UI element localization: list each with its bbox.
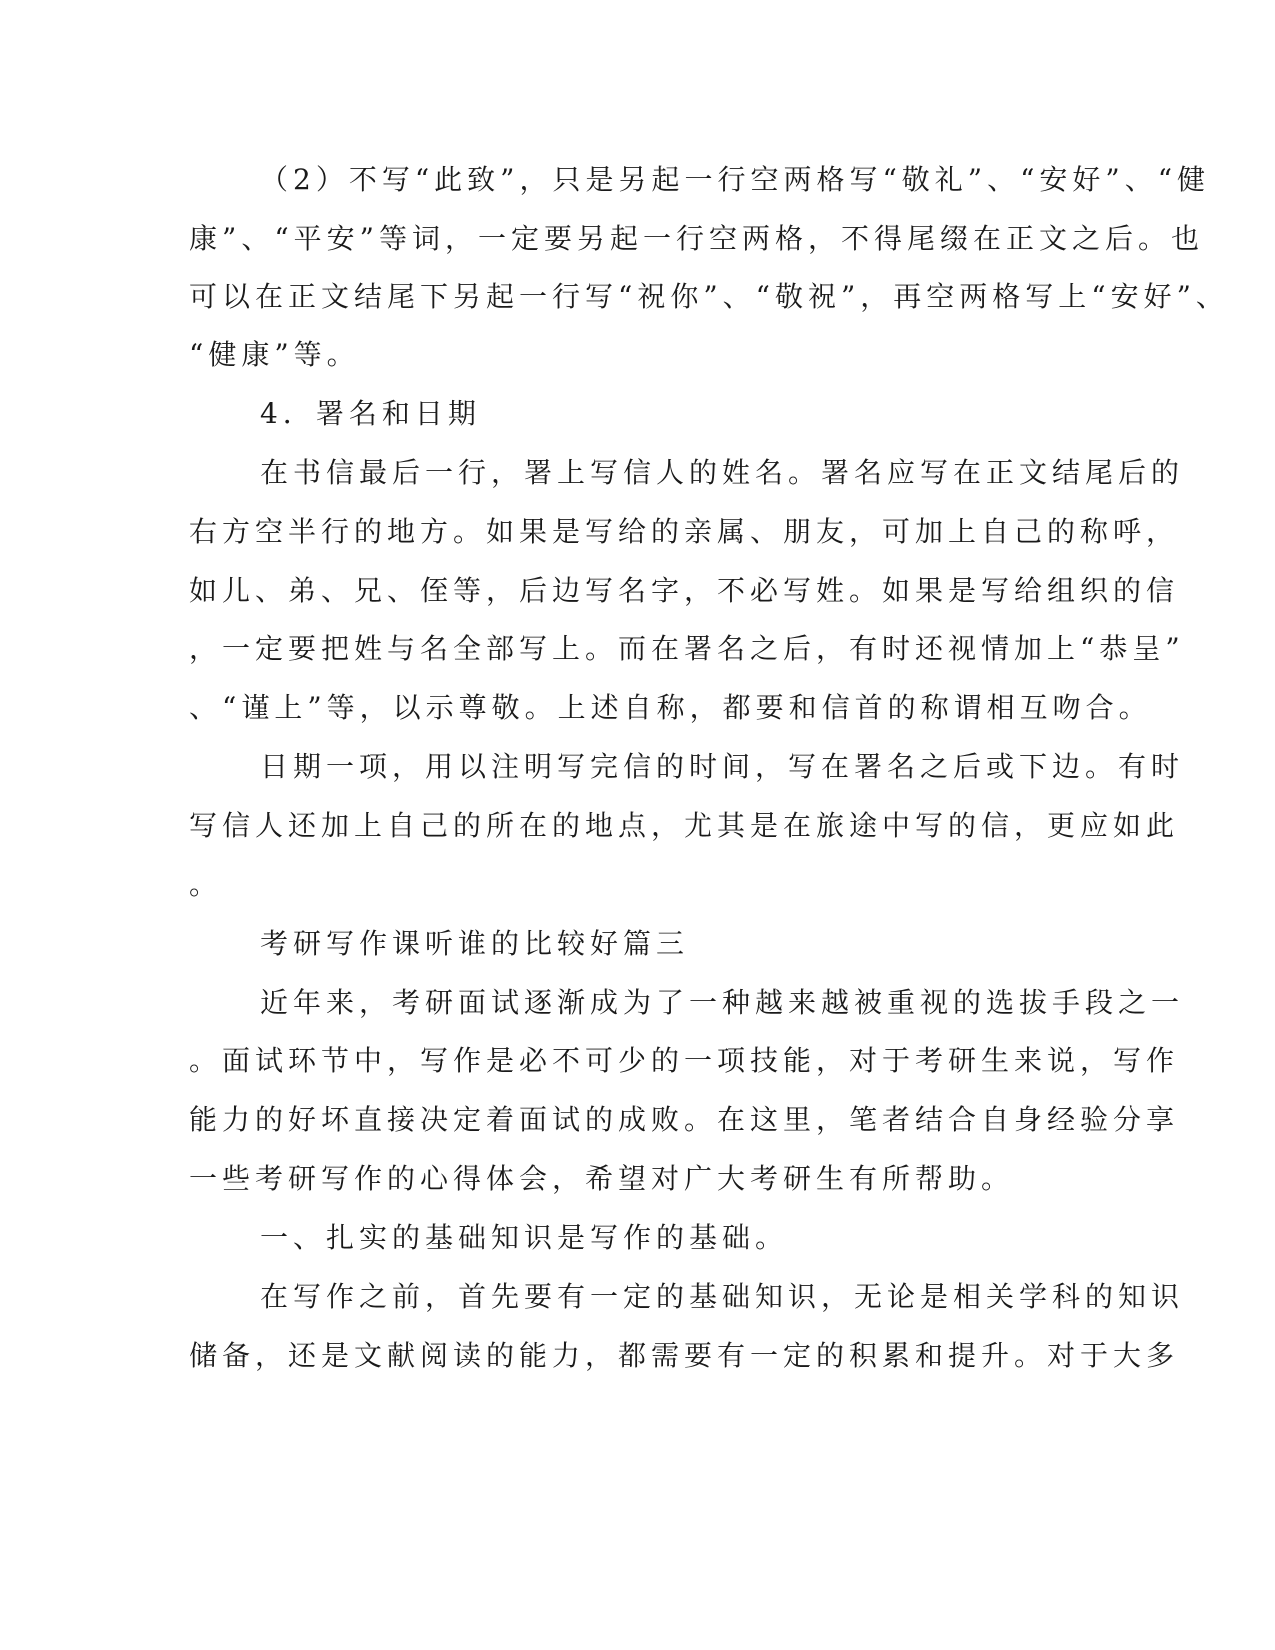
text-line: 在写作之前，首先要有一定的基础知识，无论是相关学科的知识 — [260, 1280, 1185, 1313]
text-line: 。 — [189, 868, 223, 901]
text-line: 储备，还是文献阅读的能力，都需要有一定的积累和提升。对于大多 — [189, 1339, 1180, 1372]
text-line: 写信人还加上自己的所在的地点，尤其是在旅途中写的信，更应如此 — [189, 809, 1180, 842]
text-line: 如儿、弟、兄、侄等，后边写名字，不必写姓。如果是写给组织的信 — [189, 574, 1180, 607]
text-line: 日期一项，用以注明写完信的时间，写在署名之后或下边。有时 — [260, 750, 1185, 783]
section-heading: 4．署名和日期 — [260, 397, 481, 430]
text-line: 在书信最后一行，署上写信人的姓名。署名应写在正文结尾后的 — [260, 456, 1185, 489]
text-line: 。面试环节中，写作是必不可少的一项技能，对于考研生来说，写作 — [189, 1044, 1180, 1077]
text-line: 右方空半行的地方。如果是写给的亲属、朋友，可加上自己的称呼， — [189, 515, 1180, 548]
text-line: 、“谨上”等，以示尊敬。上述自称，都要和信首的称谓相互吻合。 — [189, 691, 1152, 724]
text-line: 康”、“平安”等词，一定要另起一行空两格，不得尾缀在正文之后。也 — [189, 222, 1204, 255]
section-title: 考研写作课听谁的比较好篇三 — [260, 927, 690, 960]
text-line: “健康”等。 — [189, 338, 360, 371]
text-line: （2）不写“此致”，只是另起一行空两格写“敬礼”、“安好”、“健 — [260, 163, 1211, 196]
text-line: 一些考研写作的心得体会，希望对广大考研生有所帮助。 — [189, 1162, 1015, 1195]
text-line: 可以在正文结尾下另起一行写“祝你”、“敬祝”，再空两格写上“安好”、 — [189, 280, 1229, 313]
text-line: 近年来，考研面试逐渐成为了一种越来越被重视的选拔手段之一 — [260, 986, 1185, 1019]
text-line: ，一定要把姓与名全部写上。而在署名之后，有时还视情加上“恭呈” — [189, 632, 1185, 665]
section-heading: 一、扎实的基础知识是写作的基础。 — [260, 1221, 789, 1254]
text-line: 能力的好坏直接决定着面试的成败。在这里，笔者结合自身经验分享 — [189, 1103, 1180, 1136]
